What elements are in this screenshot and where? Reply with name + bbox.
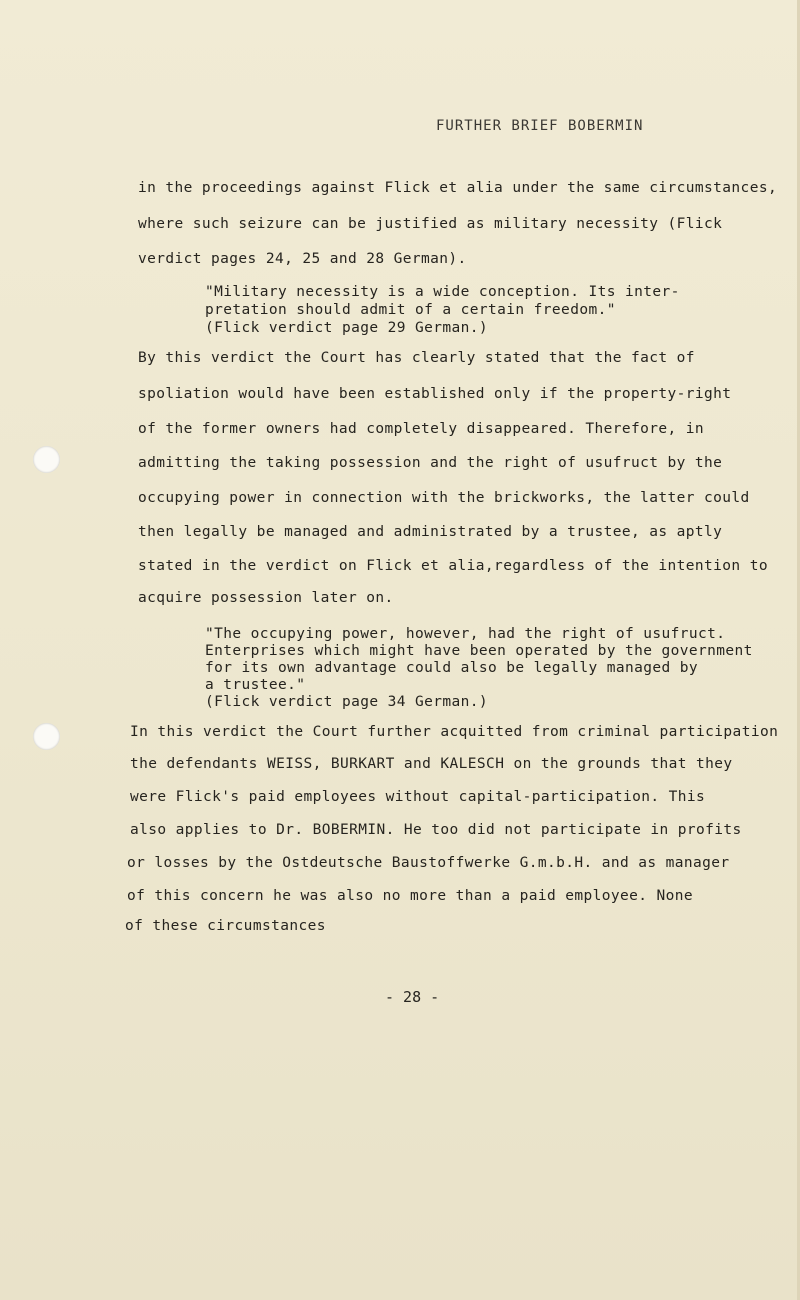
quote-line: a trustee." — [205, 677, 306, 693]
text-line: of these circumstances — [125, 918, 326, 934]
text-line: where such seizure can be justified as military necessity (Flick — [138, 216, 723, 232]
quote-line: for its own advantage could also be legally managed by — [205, 660, 699, 676]
quote-line: (Flick verdict page 34 German.) — [205, 694, 489, 710]
text-line: in the proceedings against Flick et alia under the same circumstances, — [138, 180, 778, 196]
text-line: also applies to Dr. BOBERMIN. He too did not participate in profits — [130, 822, 742, 838]
text-line: of the former owners had completely disappeared. Therefore, in — [138, 421, 705, 437]
text-line: the defendants WEISS, BURKART and KALESCH on the grounds that they — [130, 756, 733, 772]
quote-line: "The occupying power, however, had the right of usufruct. — [205, 626, 726, 642]
text-line: In this verdict the Court further acquitted from criminal participation — [130, 724, 779, 740]
text-line: were Flick's paid employees without capital-participation. This — [130, 789, 706, 805]
text-line: By this verdict the Court has clearly stated that the fact of — [138, 350, 695, 366]
quote-line: (Flick verdict page 29 German.) — [205, 320, 489, 336]
text-line: or losses by the Ostdeutsche Baustoffwerke G.m.b.H. and as manager — [127, 855, 730, 871]
text-line: admitting the taking possession and the right of usufruct by the — [138, 455, 723, 471]
page-header: FURTHER BRIEF BOBERMIN — [436, 118, 644, 134]
quote-line: "Military necessity is a wide conception. Its inter- — [205, 284, 680, 300]
punch-hole-top — [33, 446, 60, 473]
text-line: stated in the verdict on Flick et alia,regardless of the intention to — [138, 558, 768, 574]
page-number: - 28 - — [385, 988, 440, 1006]
text-line: verdict pages 24, 25 and 28 German). — [138, 251, 467, 267]
text-line: acquire possession later on. — [138, 590, 394, 606]
text-line: spoliation would have been established only if the property-right — [138, 386, 732, 402]
text-line: occupying power in connection with the brickworks, the latter could — [138, 490, 750, 506]
quote-line: Enterprises which might have been operated by the government — [205, 643, 753, 659]
text-line: of this concern he was also no more than a paid employee. None — [127, 888, 694, 904]
punch-hole-bottom — [33, 723, 60, 750]
quote-line: pretation should admit of a certain freedom." — [205, 302, 616, 318]
text-line: then legally be managed and administrated by a trustee, as aptly — [138, 524, 723, 540]
